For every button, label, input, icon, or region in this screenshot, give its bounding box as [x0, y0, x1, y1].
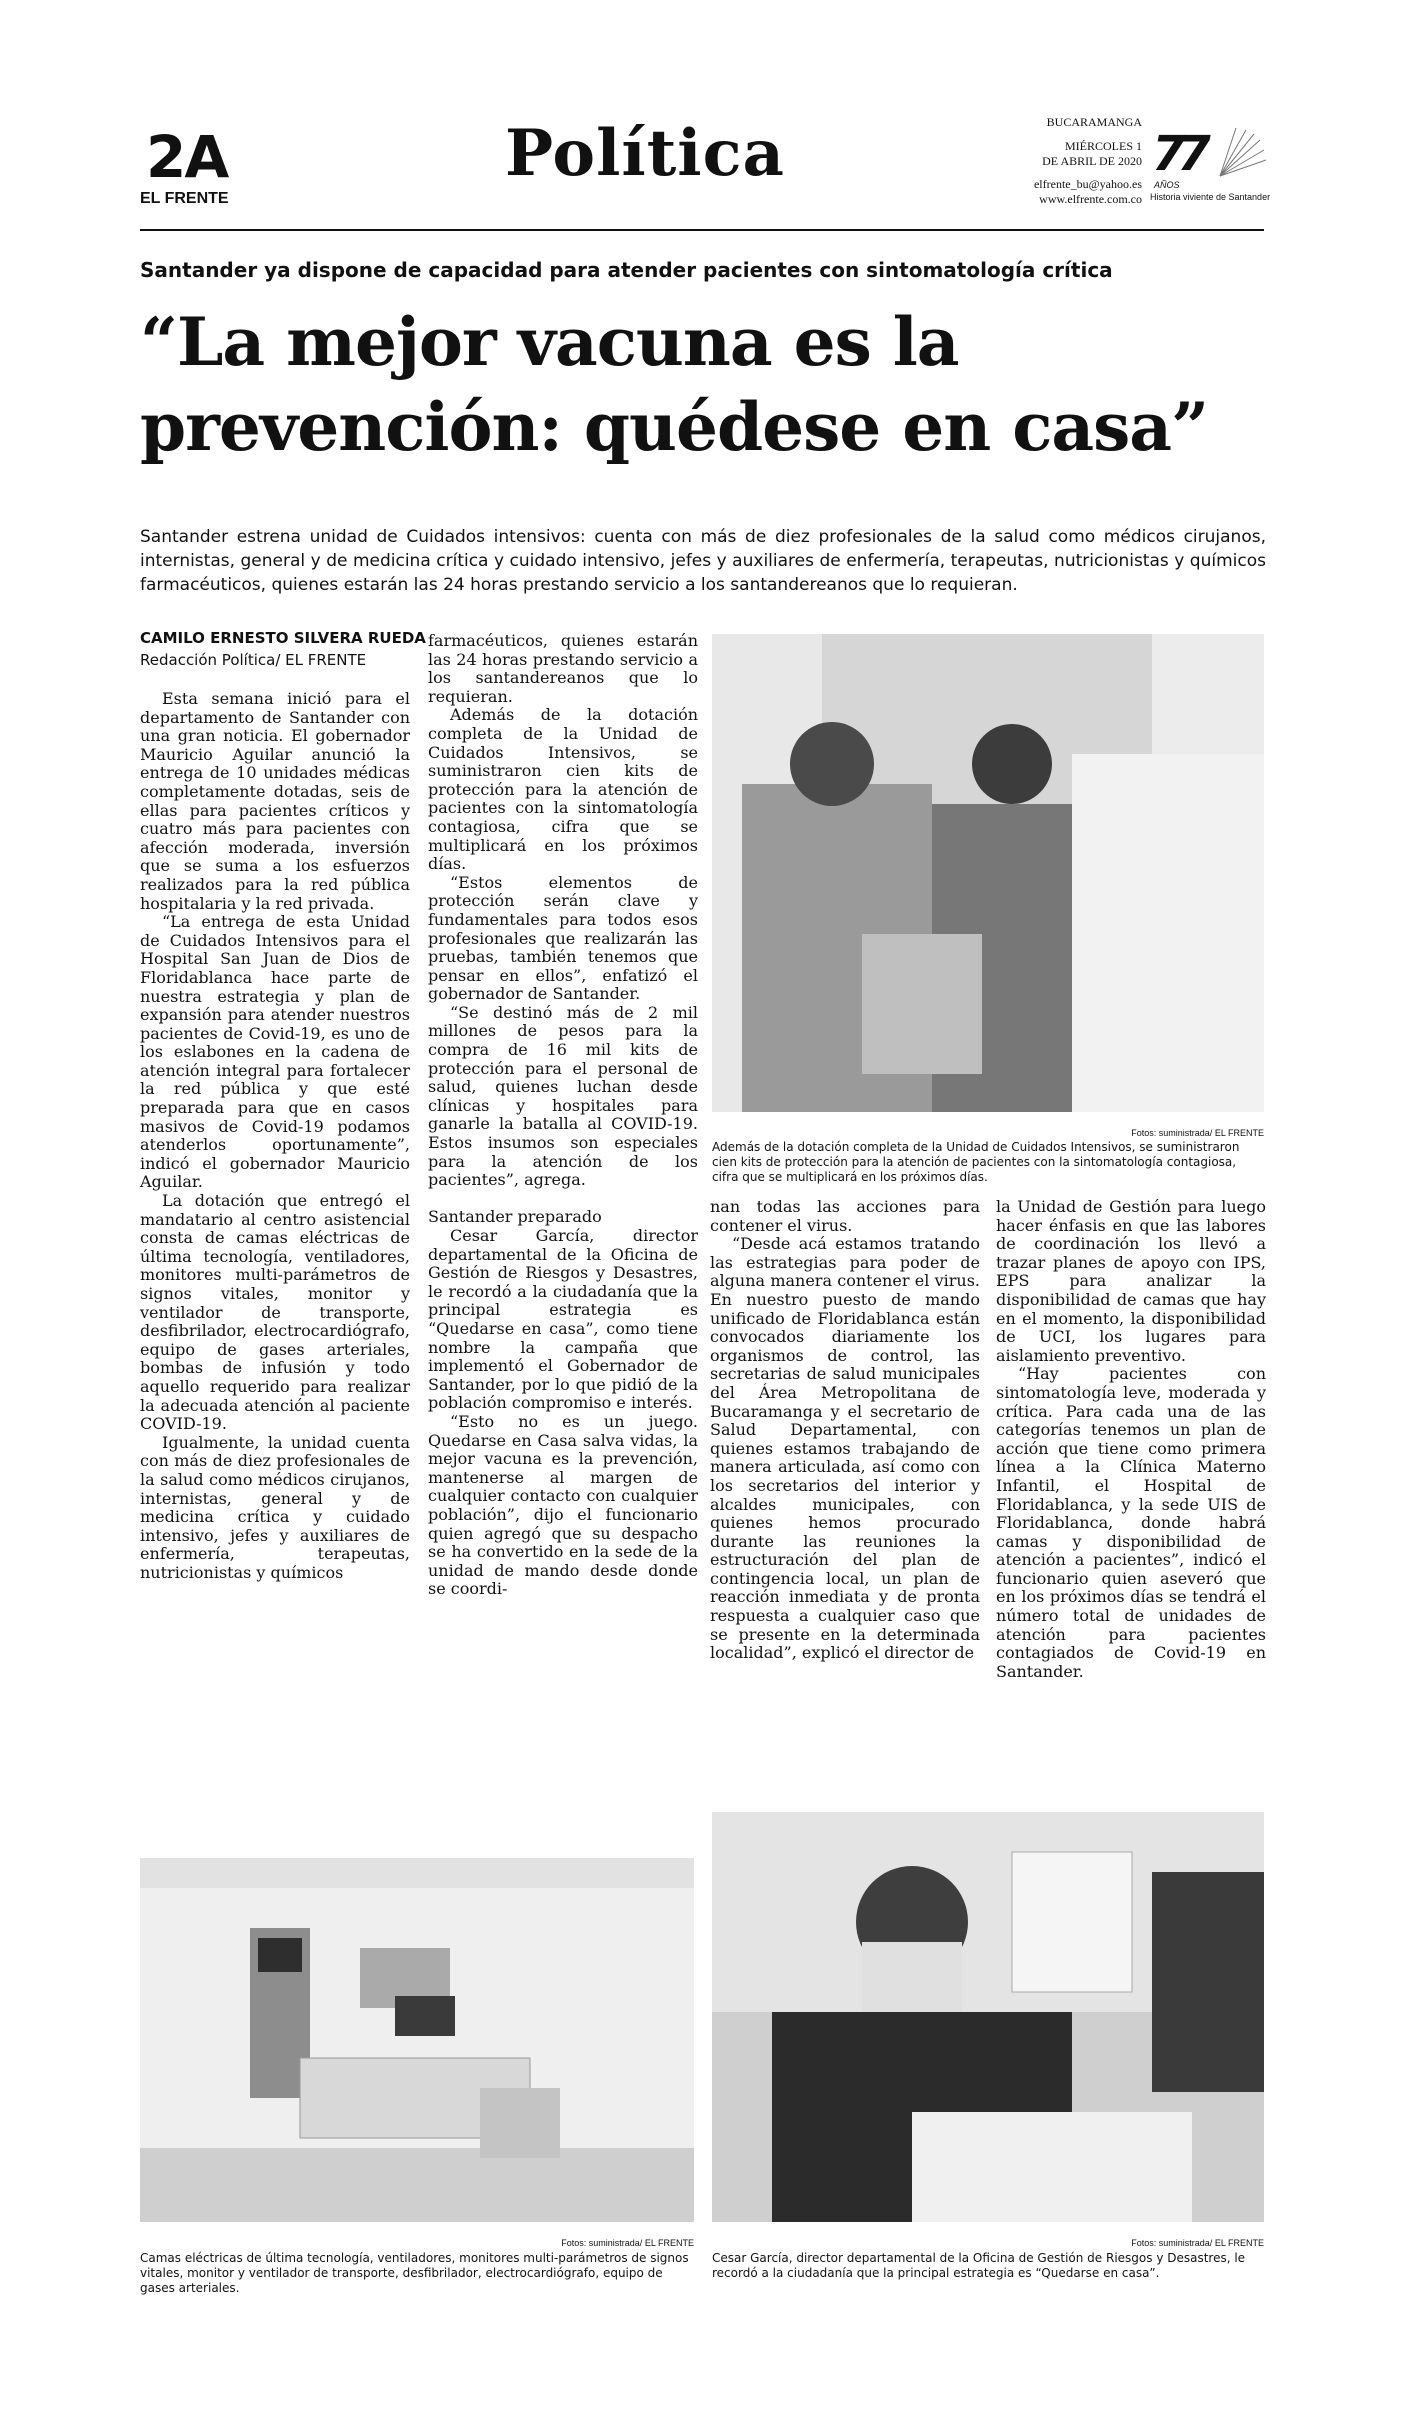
subheading: Santander preparado	[428, 1207, 602, 1227]
paragraph: farmacéuticos, quienes estarán las 24 horas prestando servicio a los santandereanos que lo requieran.	[428, 631, 698, 706]
page-brand: EL FRENTE	[140, 190, 229, 207]
paragraph: Esta semana inició para el departamento de Santander con una gran noticia. El gobernador Mauricio Aguilar anunció la entrega de 10 unidades médicas completamente dotadas, seis de ellas para pacientes críticos y cuatro más para pacientes con afección moderada, inversión que se suma a los esfuerzos realizados para la red pública hospitalaria y la red privada.	[140, 689, 410, 913]
masthead-meta	[990, 115, 1142, 207]
photo-credit: Fotos: suministrada/ EL FRENTE	[561, 2238, 694, 2248]
header-divider	[140, 229, 1264, 231]
article-column-3	[710, 1198, 980, 1663]
photo-officials-image	[712, 634, 1264, 1112]
paragraph: Además de la dotación completa de la Unidad de Cuidados Intensivos, se suministraron cien kits de protección para la atención de pacientes con la sintomatología contagiosa, cifra que se multiplicará en los próximos días.	[428, 705, 698, 874]
email-link[interactable]: elfrente_bu@yahoo.es	[1033, 177, 1142, 191]
logo-tagline: Historia viviente de Santander	[1150, 192, 1271, 202]
photo-icu-bed	[140, 1858, 694, 2222]
anniversary-logo	[1150, 126, 1271, 210]
article-column-2	[428, 632, 698, 1599]
photo-icu-image	[140, 1858, 694, 2222]
photo-officials-kits	[712, 634, 1264, 1112]
paragraph: “Hay pacientes con sintomatología leve, moderada y crítica. Para cada una de las categorías tenemos un plan de acción que tiene como primera línea a la Clínica Materno Infantil, el Hospital de Floridablanca, y la sede UIS de Floridablanca, donde habrá camas y disponibilidad de atención a pacientes”, indicó el funcionario quien aseveró que en los próximos días se tendrá el número total de unidades de atención para pacientes contagiados de Covid-19 en Santander.	[996, 1364, 1266, 1681]
article-lead: Santander estrena unidad de Cuidados intensivos: cuenta con más de diez profesionales de la salud como médicos cirujanos, internistas, general y de medicina crítica y cuidado intensivo, jefes y auxiliares de enfermería, terapeutas, nutricionistas y químicos farmacéuticos, quienes estarán las 24 horas prestando servicio a los santandereanos que lo requieran.	[140, 527, 1266, 595]
paragraph: “La entrega de esta Unidad de Cuidados Intensivos para el Hospital San Juan de Dios de Floridablanca hace parte de nuestra estrategia y plan de expansión para atender nuestros pacientes de Covid-19, es uno de los eslabones en la cadena de atención integral para fortalecer la red pública y que esté preparada para que en casos masivos de Covid-19 podamos atenderlos oportunamente”, indicó el gobernador Mauricio Aguilar.	[140, 912, 410, 1192]
paragraph: nan todas las acciones para contener el virus.	[710, 1197, 980, 1235]
paragraph: “Desde acá estamos tratando las estrategias para poder de alguna manera contener el virus. En nuestro puesto de mando unificado de Floridablanca están convocados diariamente los organismos de control, las secretarias de salud municipales del Área Metropolitana de Bucaramanga y el secretario de Salud Departamental, con quienes estamos trabajando de manera articulada, así como con los secretarios del interior y alcaldes municipales, con quienes hemos procurado durante las reuniones la estructuración del plan de contingencia local, un plan de reacción inmediata y de pronta respuesta a cualquier caso que se presente en la determinada localidad”, explicó el director de	[710, 1234, 980, 1663]
photo-garcia-image	[712, 1812, 1264, 2222]
section-title: Política	[504, 116, 786, 191]
paragraph: Igualmente, la unidad cuenta con más de diez profesionales de la salud como médicos cirujanos, internistas, general y de medicina crítica y cuidado intensivo, jefes y auxiliares de enfermería, terapeutas, nutricionistas y químicos	[140, 1432, 410, 1582]
paragraph: La dotación que entregó el mandatario al centro asistencial consta de camas eléctricas de última tecnología, ventiladores, monitores multi-parámetros de signos vitales, monitor y ventilador de transporte, desfibrilador, electrocardiógrafo, equipo de gases arteriales, bombas de infusión y todo aquello requerido para realizar la adecuada atención al paciente COVID-19.	[140, 1191, 410, 1434]
page-number: 2A	[146, 123, 228, 191]
logo-number: 77	[1152, 126, 1203, 182]
photo-credit: Fotos: suministrada/ EL FRENTE	[1131, 1128, 1264, 1138]
date-line-2: DE ABRIL DE 2020	[1042, 154, 1142, 168]
photo-caption: Camas eléctricas de última tecnología, ventiladores, monitores multi-parámetros de signos vitales, monitor y ventilador de transporte, desfibrilador, electrocardiógrafo, equipo de gases arteriales.	[140, 2251, 689, 2295]
article-kicker: Santander ya dispone de capacidad para atender pacientes con sintomatología crítica	[140, 258, 1113, 282]
byline-desk: Redacción Política/ EL FRENTE	[140, 651, 367, 669]
city: BUCARAMANGA	[1046, 115, 1142, 129]
date-line-1: MIÉRCOLES 1	[1064, 139, 1142, 153]
photo-caption: Además de la dotación completa de la Unidad de Cuidados Intensivos, se suministraron cien kits de protección para la atención de pacientes con la sintomatología contagiosa, cifra que se multiplicará en los próximos días.	[712, 1140, 1240, 1184]
article-column-4	[996, 1198, 1266, 1681]
logo-anos: AÑOS	[1154, 180, 1180, 190]
article-headline: “La mejor vacuna es la prevención: quédese en casa”	[140, 303, 1209, 466]
byline: CAMILO ERNESTO SILVERA RUEDA	[140, 629, 426, 647]
photo-credit: Fotos: suministrada/ EL FRENTE	[1131, 2238, 1264, 2248]
photo-caption: Cesar García, director departamental de la Oficina de Gestión de Riesgos y Desastres, le recordó a la ciudadanía que la principal estrategia es “Quedarse en casa”.	[712, 2251, 1246, 2280]
paragraph: “Se destinó más de 2 mil millones de pesos para la compra de 16 mil kits de protección para el personal de salud, quienes luchan desde clínicas y hospitales para ganarle la batalla al COVID-19. Estos insumos son especiales para la atención de los pacientes”, agrega.	[428, 1002, 698, 1190]
paragraph: “Esto no es un juego. Quedarse en Casa salva vidas, la mejor vacuna es la prevención, mantenerse al margen de cualquier contacto con cualquier población”, dijo el funcionario quien agregó que su despacho se ha convertido en la sede de la unidad de mando desde donde se coordi-	[428, 1411, 698, 1599]
paragraph: la Unidad de Gestión para luego hacer énfasis en que las labores de coordinación los llevó a trazar planes de apoyo con IPS, EPS para analizar la disponibilidad de camas que hay en el momento, la disponibilidad de UCI, los lugares para aislamiento preventivo.	[996, 1197, 1266, 1365]
article-column-1	[140, 690, 410, 1583]
paragraph: “Estos elementos de protección serán clave y fundamentales para todos esos profesionales que realizarán las pruebas, también tenemos que pensar en ellos”, enfatizó el gobernador de Santander.	[428, 872, 698, 1004]
photo-cesar-garcia	[712, 1812, 1264, 2222]
website-link[interactable]: www.elfrente.com.co	[1039, 192, 1142, 206]
paragraph: Cesar García, director departamental de la Oficina de Gestión de Riesgos y Desastres, le recordó a la ciudadanía que la principal estrategia es “Quedarse en casa”, como tiene nombre la campaña que implementó el Gobernador de Santander, por lo que pidió de la población compromiso e interés.	[428, 1226, 698, 1413]
